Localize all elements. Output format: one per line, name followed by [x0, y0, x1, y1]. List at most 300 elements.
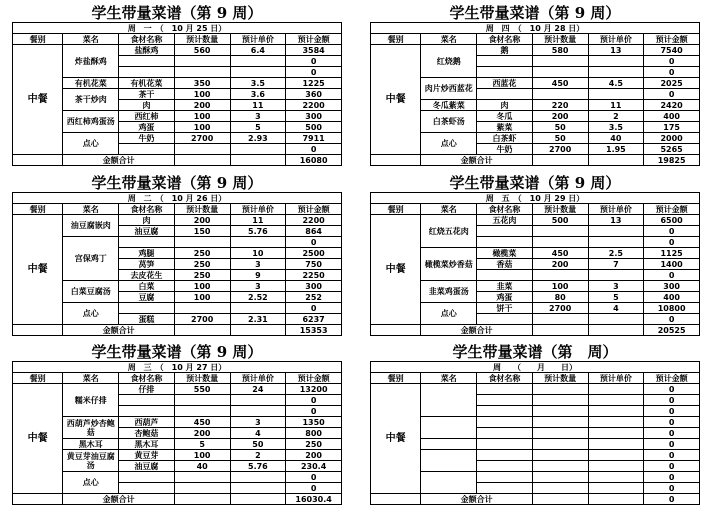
price-header: 预计单价 — [588, 204, 644, 215]
amount-cell: 0 — [644, 406, 700, 417]
unit-price-cell: 4.5 — [588, 78, 644, 89]
amount-cell: 0 — [286, 67, 342, 78]
total-spacer — [371, 325, 421, 336]
amount-cell: 0 — [286, 144, 342, 155]
dish-header: 菜名 — [421, 373, 477, 384]
unit-price-cell — [588, 450, 644, 461]
menu-table — [12, 361, 342, 505]
unit-price-cell: 2.52 — [230, 292, 286, 303]
amount-cell: 0 — [644, 67, 700, 78]
quantity-cell — [532, 428, 588, 439]
sheet-title: 学生带量菜谱（第 周） — [452, 343, 618, 361]
amount-cell: 7911 — [286, 133, 342, 144]
quantity-header: 预计数量 — [532, 204, 588, 215]
menu-sheet-tue — [12, 174, 342, 336]
amount-cell: 7540 — [644, 45, 700, 56]
total-row — [13, 494, 342, 505]
total-label: 金额合计 — [421, 494, 532, 505]
amount-cell: 0 — [644, 417, 700, 428]
total-amount: 16030.4 — [286, 494, 342, 505]
quantity-cell: 40 — [174, 461, 230, 472]
total-spacer — [532, 494, 588, 505]
unit-price-cell — [588, 226, 644, 237]
ingredient-cell: 饼干 — [477, 303, 533, 314]
amount-header: 预计金额 — [644, 34, 700, 45]
date-label: 周 二 （ 10 月 26 日） — [13, 193, 342, 204]
ingredient-cell: 鹅 — [477, 45, 533, 56]
total-spacer — [230, 494, 286, 505]
price-header: 预计单价 — [230, 204, 286, 215]
amount-cell: 6500 — [644, 215, 700, 226]
total-spacer — [588, 155, 644, 166]
dish-name — [421, 450, 477, 472]
total-label: 金额合计 — [421, 155, 532, 166]
amount-cell: 400 — [644, 292, 700, 303]
unit-price-cell: 40 — [588, 133, 644, 144]
total-spacer — [174, 494, 230, 505]
amount-cell: 0 — [644, 439, 700, 450]
meal-category: 中餐 — [13, 215, 63, 325]
date-row — [371, 23, 700, 34]
date-row — [13, 23, 342, 34]
ingredient-cell — [119, 144, 175, 155]
unit-price-cell — [588, 461, 644, 472]
amount-cell: 3584 — [286, 45, 342, 56]
ingredient-header: 食材名称 — [477, 373, 533, 384]
meal-category: 中餐 — [371, 45, 421, 155]
quantity-cell — [174, 144, 230, 155]
quantity-cell: 200 — [174, 215, 230, 226]
unit-price-cell: 2.5 — [588, 248, 644, 259]
quantity-header: 预计数量 — [532, 34, 588, 45]
ingredient-cell: 仔排 — [119, 384, 175, 395]
quantity-cell — [174, 483, 230, 494]
ingredient-cell: 莴笋 — [119, 259, 175, 270]
quantity-cell: 2700 — [174, 314, 230, 325]
ingredient-cell — [477, 314, 533, 325]
total-label: 金额合计 — [63, 494, 174, 505]
quantity-cell: 50 — [532, 133, 588, 144]
amount-cell: 2200 — [286, 215, 342, 226]
unit-price-cell — [588, 483, 644, 494]
category-header: 餐别 — [13, 373, 63, 384]
ingredient-header: 食材名称 — [119, 34, 175, 45]
table-row — [13, 215, 342, 226]
amount-cell: 1125 — [644, 248, 700, 259]
unit-price-cell — [230, 395, 286, 406]
quantity-cell — [532, 450, 588, 461]
amount-cell: 0 — [286, 472, 342, 483]
quantity-cell: 350 — [174, 78, 230, 89]
date-label: 周 （ 月 日） — [371, 362, 700, 373]
amount-cell: 2200 — [286, 100, 342, 111]
unit-price-cell: 1.95 — [588, 144, 644, 155]
quantity-cell — [532, 483, 588, 494]
total-row — [371, 325, 700, 336]
amount-cell: 200 — [286, 450, 342, 461]
total-spacer — [532, 155, 588, 166]
dish-name — [421, 417, 477, 439]
quantity-cell — [532, 67, 588, 78]
amount-cell: 300 — [644, 281, 700, 292]
unit-price-cell: 6.4 — [230, 45, 286, 56]
unit-price-cell — [588, 237, 644, 248]
quantity-cell — [532, 472, 588, 483]
amount-cell: 0 — [644, 450, 700, 461]
dish-name: 韭菜鸡蛋汤 — [421, 281, 477, 303]
amount-cell: 10800 — [644, 303, 700, 314]
dish-name: 肉片炒西蓝花 — [421, 78, 477, 100]
ingredient-cell — [119, 483, 175, 494]
ingredient-cell: 鸡蛋 — [119, 122, 175, 133]
ingredient-cell — [477, 89, 533, 100]
amount-cell: 2000 — [644, 133, 700, 144]
dish-name: 炸盐酥鸡 — [63, 45, 119, 78]
unit-price-cell: 2 — [230, 450, 286, 461]
unit-price-cell: 2.93 — [230, 133, 286, 144]
ingredient-cell — [119, 303, 175, 314]
amount-cell: 230.4 — [286, 461, 342, 472]
amount-cell: 6237 — [286, 314, 342, 325]
quantity-cell: 450 — [532, 248, 588, 259]
unit-price-cell — [230, 472, 286, 483]
menu-table — [370, 192, 700, 336]
amount-cell: 250 — [286, 439, 342, 450]
dish-name: 点心 — [421, 133, 477, 155]
quantity-cell: 200 — [532, 111, 588, 122]
ingredient-cell — [477, 417, 533, 428]
amount-cell: 300 — [286, 111, 342, 122]
total-spacer — [371, 155, 421, 166]
quantity-cell: 100 — [174, 89, 230, 100]
price-header: 预计单价 — [230, 373, 286, 384]
amount-header: 预计金额 — [644, 373, 700, 384]
total-row — [371, 494, 700, 505]
quantity-header: 预计数量 — [174, 34, 230, 45]
header-row — [371, 34, 700, 45]
amount-cell: 2420 — [644, 100, 700, 111]
ingredient-cell: 蛋糕 — [119, 314, 175, 325]
ingredient-cell — [119, 472, 175, 483]
ingredient-cell — [477, 67, 533, 78]
quantity-cell — [532, 439, 588, 450]
amount-header: 预计金额 — [644, 204, 700, 215]
quantity-cell: 450 — [174, 417, 230, 428]
amount-cell: 0 — [644, 56, 700, 67]
ingredient-cell: 西蓝花 — [477, 78, 533, 89]
amount-cell: 5265 — [644, 144, 700, 155]
menu-sheet-blank — [370, 343, 700, 505]
quantity-cell: 150 — [174, 226, 230, 237]
quantity-header: 预计数量 — [532, 373, 588, 384]
ingredient-cell — [477, 270, 533, 281]
quantity-cell — [174, 303, 230, 314]
total-amount: 19825 — [644, 155, 700, 166]
unit-price-cell: 50 — [230, 439, 286, 450]
quantity-cell — [532, 270, 588, 281]
quantity-cell — [174, 56, 230, 67]
ingredient-cell — [477, 406, 533, 417]
amount-cell: 0 — [644, 395, 700, 406]
ingredient-cell: 冬瓜 — [477, 111, 533, 122]
amount-header: 预计金额 — [286, 34, 342, 45]
total-amount: 15353 — [286, 325, 342, 336]
meal-category: 中餐 — [13, 45, 63, 155]
quantity-cell: 200 — [174, 100, 230, 111]
total-amount: 16080 — [286, 155, 342, 166]
amount-cell: 0 — [644, 237, 700, 248]
quantity-cell — [532, 384, 588, 395]
unit-price-cell: 5 — [588, 292, 644, 303]
menu-table — [12, 192, 342, 336]
amount-cell: 175 — [644, 122, 700, 133]
quantity-cell — [532, 226, 588, 237]
quantity-cell: 560 — [174, 45, 230, 56]
quantity-cell — [532, 395, 588, 406]
ingredient-cell — [477, 472, 533, 483]
amount-header: 预计金额 — [286, 204, 342, 215]
category-header: 餐别 — [13, 34, 63, 45]
dish-name: 有机花菜 — [63, 78, 119, 89]
ingredient-cell: 豆腐 — [119, 292, 175, 303]
table-row — [371, 45, 700, 56]
quantity-cell: 50 — [532, 122, 588, 133]
unit-price-cell: 11 — [230, 215, 286, 226]
price-header: 预计单价 — [588, 34, 644, 45]
unit-price-cell — [588, 395, 644, 406]
quantity-cell — [532, 461, 588, 472]
amount-cell: 864 — [286, 226, 342, 237]
ingredient-cell: 白菜 — [119, 281, 175, 292]
unit-price-cell: 3.5 — [588, 122, 644, 133]
unit-price-cell: 2 — [588, 111, 644, 122]
amount-cell: 0 — [644, 314, 700, 325]
quantity-cell: 100 — [174, 281, 230, 292]
amount-cell: 750 — [286, 259, 342, 270]
quantity-cell — [532, 314, 588, 325]
sheet-title: 学生带量菜谱（第 9 周） — [91, 343, 263, 361]
category-header: 餐别 — [371, 34, 421, 45]
unit-price-cell — [230, 406, 286, 417]
unit-price-cell: 4 — [588, 303, 644, 314]
table-row — [371, 215, 700, 226]
ingredient-header: 食材名称 — [477, 204, 533, 215]
unit-price-cell: 2.31 — [230, 314, 286, 325]
ingredient-cell: 黑木耳 — [119, 439, 175, 450]
dish-header: 菜名 — [421, 204, 477, 215]
dish-name: 点心 — [63, 303, 119, 325]
sheet-title: 学生带量菜谱（第 9 周） — [449, 174, 621, 192]
meal-category: 中餐 — [371, 215, 421, 325]
unit-price-cell — [588, 384, 644, 395]
quantity-cell — [174, 67, 230, 78]
total-label: 金额合计 — [63, 325, 174, 336]
quantity-cell: 250 — [174, 270, 230, 281]
quantity-cell — [532, 417, 588, 428]
unit-price-cell — [230, 67, 286, 78]
total-spacer — [13, 494, 63, 505]
table-row — [371, 384, 700, 395]
header-row — [13, 34, 342, 45]
quantity-cell: 450 — [532, 78, 588, 89]
dish-name: 白茶虾汤 — [421, 111, 477, 133]
header-row — [371, 204, 700, 215]
ingredient-cell — [119, 67, 175, 78]
quantity-cell: 500 — [532, 215, 588, 226]
amount-cell: 0 — [644, 226, 700, 237]
ingredient-cell — [477, 56, 533, 67]
menu-sheet-thu — [370, 4, 700, 166]
table-row — [13, 384, 342, 395]
quantity-cell — [532, 89, 588, 100]
ingredient-cell — [477, 439, 533, 450]
date-label: 周 四 （ 10 月 28 日） — [371, 23, 700, 34]
quantity-cell: 2700 — [532, 303, 588, 314]
amount-cell: 13200 — [286, 384, 342, 395]
date-row — [13, 362, 342, 373]
ingredient-cell — [477, 226, 533, 237]
dish-name: 红烧五花肉 — [421, 215, 477, 248]
ingredient-header: 食材名称 — [119, 204, 175, 215]
date-row — [371, 362, 700, 373]
amount-cell: 0 — [644, 483, 700, 494]
unit-price-cell: 5.76 — [230, 461, 286, 472]
total-spacer — [588, 494, 644, 505]
unit-price-cell: 4 — [230, 428, 286, 439]
category-header: 餐别 — [371, 204, 421, 215]
dish-header: 菜名 — [63, 34, 119, 45]
total-spacer — [371, 494, 421, 505]
dish-name: 红烧鹅 — [421, 45, 477, 78]
dish-name: 茶干炒肉 — [63, 89, 119, 111]
unit-price-cell: 11 — [588, 100, 644, 111]
amount-cell: 500 — [286, 122, 342, 133]
total-label: 金额合计 — [421, 325, 532, 336]
dish-name: 橄榄菜炒香菇 — [421, 248, 477, 281]
sheet-title: 学生带量菜谱（第 9 周） — [91, 174, 263, 192]
unit-price-cell — [230, 144, 286, 155]
amount-cell: 300 — [286, 281, 342, 292]
unit-price-cell — [230, 303, 286, 314]
unit-price-cell — [588, 417, 644, 428]
ingredient-cell: 牛奶 — [477, 144, 533, 155]
total-spacer — [588, 325, 644, 336]
unit-price-cell: 3 — [230, 281, 286, 292]
unit-price-cell: 3 — [230, 417, 286, 428]
amount-cell: 400 — [644, 111, 700, 122]
ingredient-cell: 肉 — [477, 100, 533, 111]
unit-price-cell — [588, 406, 644, 417]
ingredient-cell — [119, 395, 175, 406]
quantity-cell — [174, 472, 230, 483]
total-amount: 20525 — [644, 325, 700, 336]
ingredient-cell: 肉 — [119, 215, 175, 226]
menu-sheet-mon — [12, 4, 342, 166]
ingredient-cell: 白茶虾 — [477, 133, 533, 144]
amount-cell: 360 — [286, 89, 342, 100]
unit-price-cell — [230, 483, 286, 494]
quantity-cell: 100 — [532, 281, 588, 292]
quantity-cell: 2700 — [174, 133, 230, 144]
unit-price-cell — [588, 314, 644, 325]
ingredient-cell: 五花肉 — [477, 215, 533, 226]
total-spacer — [532, 325, 588, 336]
amount-cell: 0 — [286, 406, 342, 417]
unit-price-cell — [230, 237, 286, 248]
quantity-cell: 100 — [174, 122, 230, 133]
ingredient-cell: 香菇 — [477, 259, 533, 270]
unit-price-cell: 3 — [230, 259, 286, 270]
unit-price-cell — [588, 67, 644, 78]
ingredient-cell: 油豆腐 — [119, 226, 175, 237]
unit-price-cell — [588, 270, 644, 281]
category-header: 餐别 — [371, 373, 421, 384]
amount-cell: 0 — [644, 428, 700, 439]
quantity-cell: 5 — [174, 439, 230, 450]
ingredient-cell: 去皮花生 — [119, 270, 175, 281]
quantity-cell: 550 — [174, 384, 230, 395]
ingredient-cell — [119, 56, 175, 67]
unit-price-cell: 9 — [230, 270, 286, 281]
dish-name — [421, 384, 477, 417]
total-row — [371, 155, 700, 166]
ingredient-cell — [477, 395, 533, 406]
total-row — [13, 155, 342, 166]
quantity-cell — [174, 395, 230, 406]
quantity-cell: 80 — [532, 292, 588, 303]
unit-price-cell: 24 — [230, 384, 286, 395]
ingredient-cell: 有机花菜 — [119, 78, 175, 89]
ingredient-cell: 肉 — [119, 100, 175, 111]
quantity-cell — [532, 56, 588, 67]
quantity-cell: 100 — [174, 450, 230, 461]
unit-price-cell — [588, 472, 644, 483]
dish-header: 菜名 — [421, 34, 477, 45]
quantity-cell: 250 — [174, 248, 230, 259]
total-spacer — [174, 155, 230, 166]
quantity-cell: 220 — [532, 100, 588, 111]
price-header: 预计单价 — [588, 373, 644, 384]
amount-cell: 252 — [286, 292, 342, 303]
dish-name: 黑木耳 — [63, 439, 119, 450]
unit-price-cell — [588, 428, 644, 439]
dish-header: 菜名 — [63, 204, 119, 215]
quantity-cell: 2700 — [532, 144, 588, 155]
ingredient-cell: 鸡蛋 — [477, 292, 533, 303]
amount-cell: 0 — [286, 56, 342, 67]
unit-price-cell — [588, 89, 644, 100]
total-spacer — [174, 325, 230, 336]
ingredient-cell: 韭菜 — [477, 281, 533, 292]
dish-name: 油豆腐嵌肉 — [63, 215, 119, 237]
quantity-cell: 200 — [174, 428, 230, 439]
quantity-header: 预计数量 — [174, 373, 230, 384]
quantity-cell: 250 — [174, 259, 230, 270]
unit-price-cell: 5.76 — [230, 226, 286, 237]
dish-name: 点心 — [63, 472, 119, 494]
ingredient-cell — [477, 461, 533, 472]
ingredient-header: 食材名称 — [119, 373, 175, 384]
dish-name — [421, 472, 477, 494]
amount-header: 预计金额 — [286, 373, 342, 384]
ingredient-cell — [477, 428, 533, 439]
header-row — [371, 373, 700, 384]
amount-cell: 2250 — [286, 270, 342, 281]
unit-price-cell — [230, 56, 286, 67]
amount-cell: 0 — [286, 237, 342, 248]
dish-name: 西葫芦炒杏鲍菇 — [63, 417, 119, 439]
ingredient-cell — [477, 237, 533, 248]
